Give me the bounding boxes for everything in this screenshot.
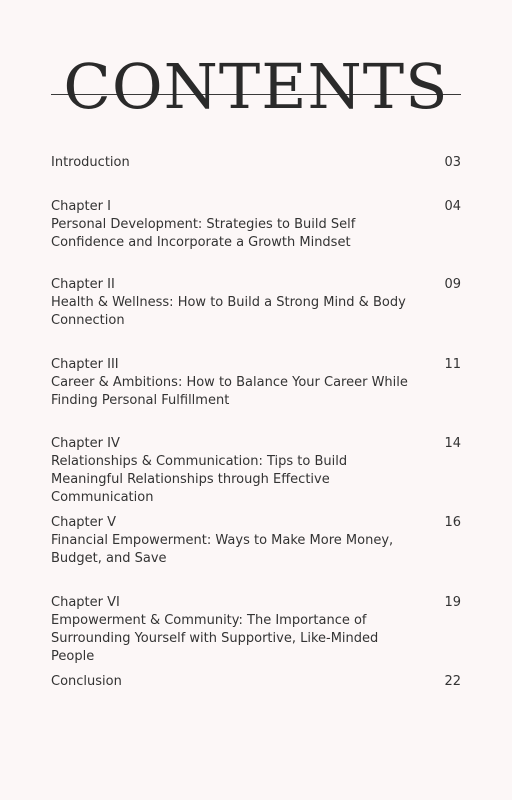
toc-entry-introduction[interactable] (51, 154, 461, 172)
toc-entry-chapter-5[interactable] (51, 514, 461, 568)
toc-entry-label: Conclusion (51, 674, 122, 689)
toc-page-number: 14 (444, 436, 461, 451)
title-block (0, 52, 512, 122)
toc-entry-label: Chapter III (51, 357, 119, 372)
toc-entry-label: Chapter VI (51, 595, 120, 610)
toc-entry-label: Chapter IV (51, 436, 120, 451)
page-title: CONTENTS (63, 50, 449, 123)
toc-entry-subtitle: Personal Development: Strategies to Build Self Confidence and Incorporate a Growth Mindset (51, 217, 356, 250)
toc-page-number: 16 (444, 515, 461, 530)
toc-entry-chapter-1[interactable] (51, 198, 461, 252)
toc-entry-chapter-6[interactable] (51, 594, 461, 666)
toc-entry-subtitle: Health & Wellness: How to Build a Strong Mind & Body Connection (51, 295, 406, 328)
toc-page-number: 09 (444, 277, 461, 292)
toc-page-number: 22 (444, 674, 461, 689)
toc-entry-subtitle: Empowerment & Community: The Importance of Surrounding Yourself with Supportive, Like-Minded People (51, 613, 379, 664)
toc-page-number: 04 (444, 199, 461, 214)
toc-page-number: 11 (444, 357, 461, 372)
toc-entry-subtitle: Financial Empowerment: Ways to Make More Money, Budget, and Save (51, 533, 394, 566)
toc-entry-chapter-2[interactable] (51, 276, 461, 330)
toc-entry-label: Chapter V (51, 515, 116, 530)
toc-entry-conclusion[interactable] (51, 673, 461, 691)
toc-entry-subtitle: Career & Ambitions: How to Balance Your Career While Finding Personal Fulfillment (51, 375, 408, 408)
toc-entry-chapter-4[interactable] (51, 435, 461, 507)
toc-entry-chapter-3[interactable] (51, 356, 461, 410)
toc-page-number: 03 (444, 155, 461, 170)
toc-entry-subtitle: Relationships & Communication: Tips to Build Meaningful Relationships through Effective Communication (51, 454, 348, 505)
toc-entry-label: Introduction (51, 155, 130, 170)
toc-page-number: 19 (444, 595, 461, 610)
toc-entry-label: Chapter I (51, 199, 111, 214)
toc-entry-label: Chapter II (51, 277, 115, 292)
